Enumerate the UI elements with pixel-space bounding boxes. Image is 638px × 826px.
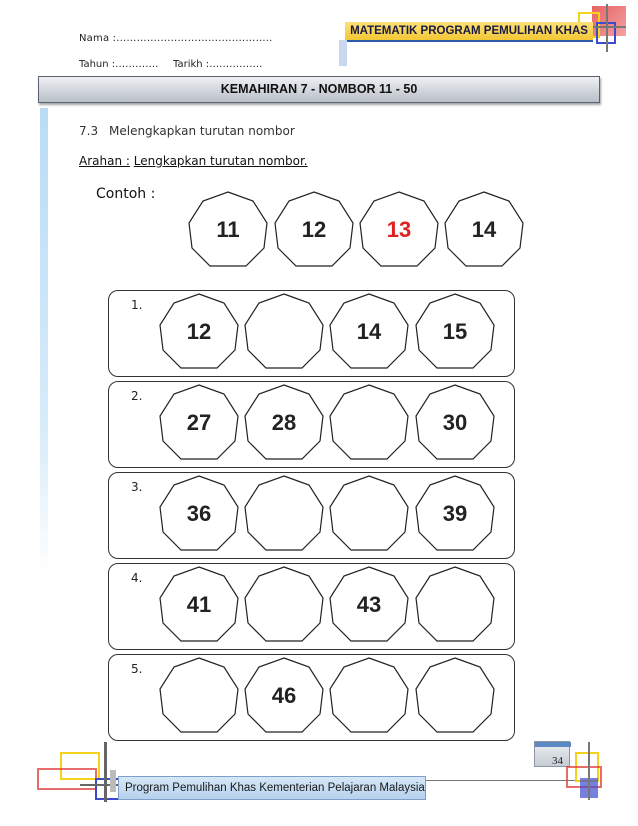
instruction (79, 154, 308, 168)
given-number-nonagon (413, 292, 497, 372)
corner-decor (588, 742, 590, 800)
example-value-highlight: 13 (386, 217, 412, 242)
given-value: 30 (442, 410, 468, 435)
given-number-nonagon (157, 292, 241, 372)
given-number-nonagon (413, 474, 497, 554)
section-text: Melengkapkan turutan nombor (109, 124, 295, 138)
example-value: 14 (471, 217, 497, 242)
answer-value (327, 474, 411, 554)
given-value: 46 (271, 683, 297, 708)
example-value: 11 (216, 217, 240, 242)
answer-blank-nonagon[interactable] (242, 565, 326, 645)
given-number-nonagon (327, 292, 411, 372)
answer-blank-nonagon[interactable] (242, 474, 326, 554)
corner-decor (110, 770, 116, 792)
answer-blank-nonagon[interactable] (413, 656, 497, 736)
given-value: 27 (186, 410, 212, 435)
answer-value (327, 383, 411, 463)
page-number-bar (535, 742, 571, 747)
given-number-nonagon (327, 565, 411, 645)
answer-blank-nonagon[interactable] (327, 656, 411, 736)
date-field: Tarikh :……………. (173, 59, 263, 70)
answer-blank-nonagon[interactable] (157, 656, 241, 736)
given-number-nonagon (157, 474, 241, 554)
given-value: 39 (442, 501, 468, 526)
footer-text: Program Pemulihan Khas Kementerian Pelajaran Malaysia (118, 776, 426, 800)
program-tag-text: MATEMATIK PROGRAM PEMULIHAN KHAS (350, 25, 588, 37)
given-value: 36 (186, 501, 212, 526)
given-value: 28 (271, 410, 297, 435)
exercise-row-label: 3. (131, 480, 143, 494)
given-number-nonagon (242, 383, 326, 463)
program-tag (345, 22, 593, 42)
given-number-nonagon (157, 383, 241, 463)
example-nonagon (442, 190, 526, 270)
corner-decor (37, 768, 97, 790)
example-nonagon (272, 190, 356, 270)
given-number-nonagon (413, 383, 497, 463)
answer-value (242, 474, 326, 554)
given-value: 12 (186, 319, 212, 344)
example-nonagon (186, 190, 270, 270)
answer-value (327, 656, 411, 736)
corner-decor (588, 26, 626, 28)
answer-value (413, 656, 497, 736)
given-value: 15 (442, 319, 468, 344)
given-number-nonagon (242, 656, 326, 736)
name-field: Nama :…………………………..………….. (79, 33, 273, 44)
section-number: 7.3 (79, 124, 99, 138)
answer-blank-nonagon[interactable] (327, 474, 411, 554)
page-number (534, 741, 570, 767)
instruction-label: Arahan : (79, 154, 130, 168)
answer-blank-nonagon[interactable] (242, 292, 326, 372)
given-value: 43 (356, 592, 382, 617)
answer-blank-nonagon[interactable] (413, 565, 497, 645)
answer-value (242, 565, 326, 645)
example-label: Contoh : (96, 186, 156, 202)
exercise-row-label: 1. (131, 298, 143, 312)
given-number-nonagon (157, 565, 241, 645)
exercise-row-label: 2. (131, 389, 143, 403)
corner-decor (104, 742, 107, 802)
exercise-row-label: 4. (131, 571, 143, 585)
exercise-row-label: 5. (131, 662, 143, 676)
left-decor-bar (40, 108, 48, 573)
year-field: Tahun :…………. (79, 59, 159, 70)
instruction-text: Lengkapkan turutan nombor. (133, 154, 308, 168)
tag-shade (339, 40, 347, 66)
answer-value (413, 565, 497, 645)
given-value: 41 (186, 592, 212, 617)
given-value: 14 (356, 319, 382, 344)
page-title: KEMAHIRAN 7 - NOMBOR 11 - 50 (38, 76, 600, 103)
answer-value (242, 292, 326, 372)
answer-value (157, 656, 241, 736)
page-number-text: 34 (552, 755, 563, 767)
example-nonagon (357, 190, 441, 270)
section-heading (79, 124, 295, 138)
example-value: 12 (301, 217, 327, 242)
corner-decor (606, 4, 608, 52)
answer-blank-nonagon[interactable] (327, 383, 411, 463)
